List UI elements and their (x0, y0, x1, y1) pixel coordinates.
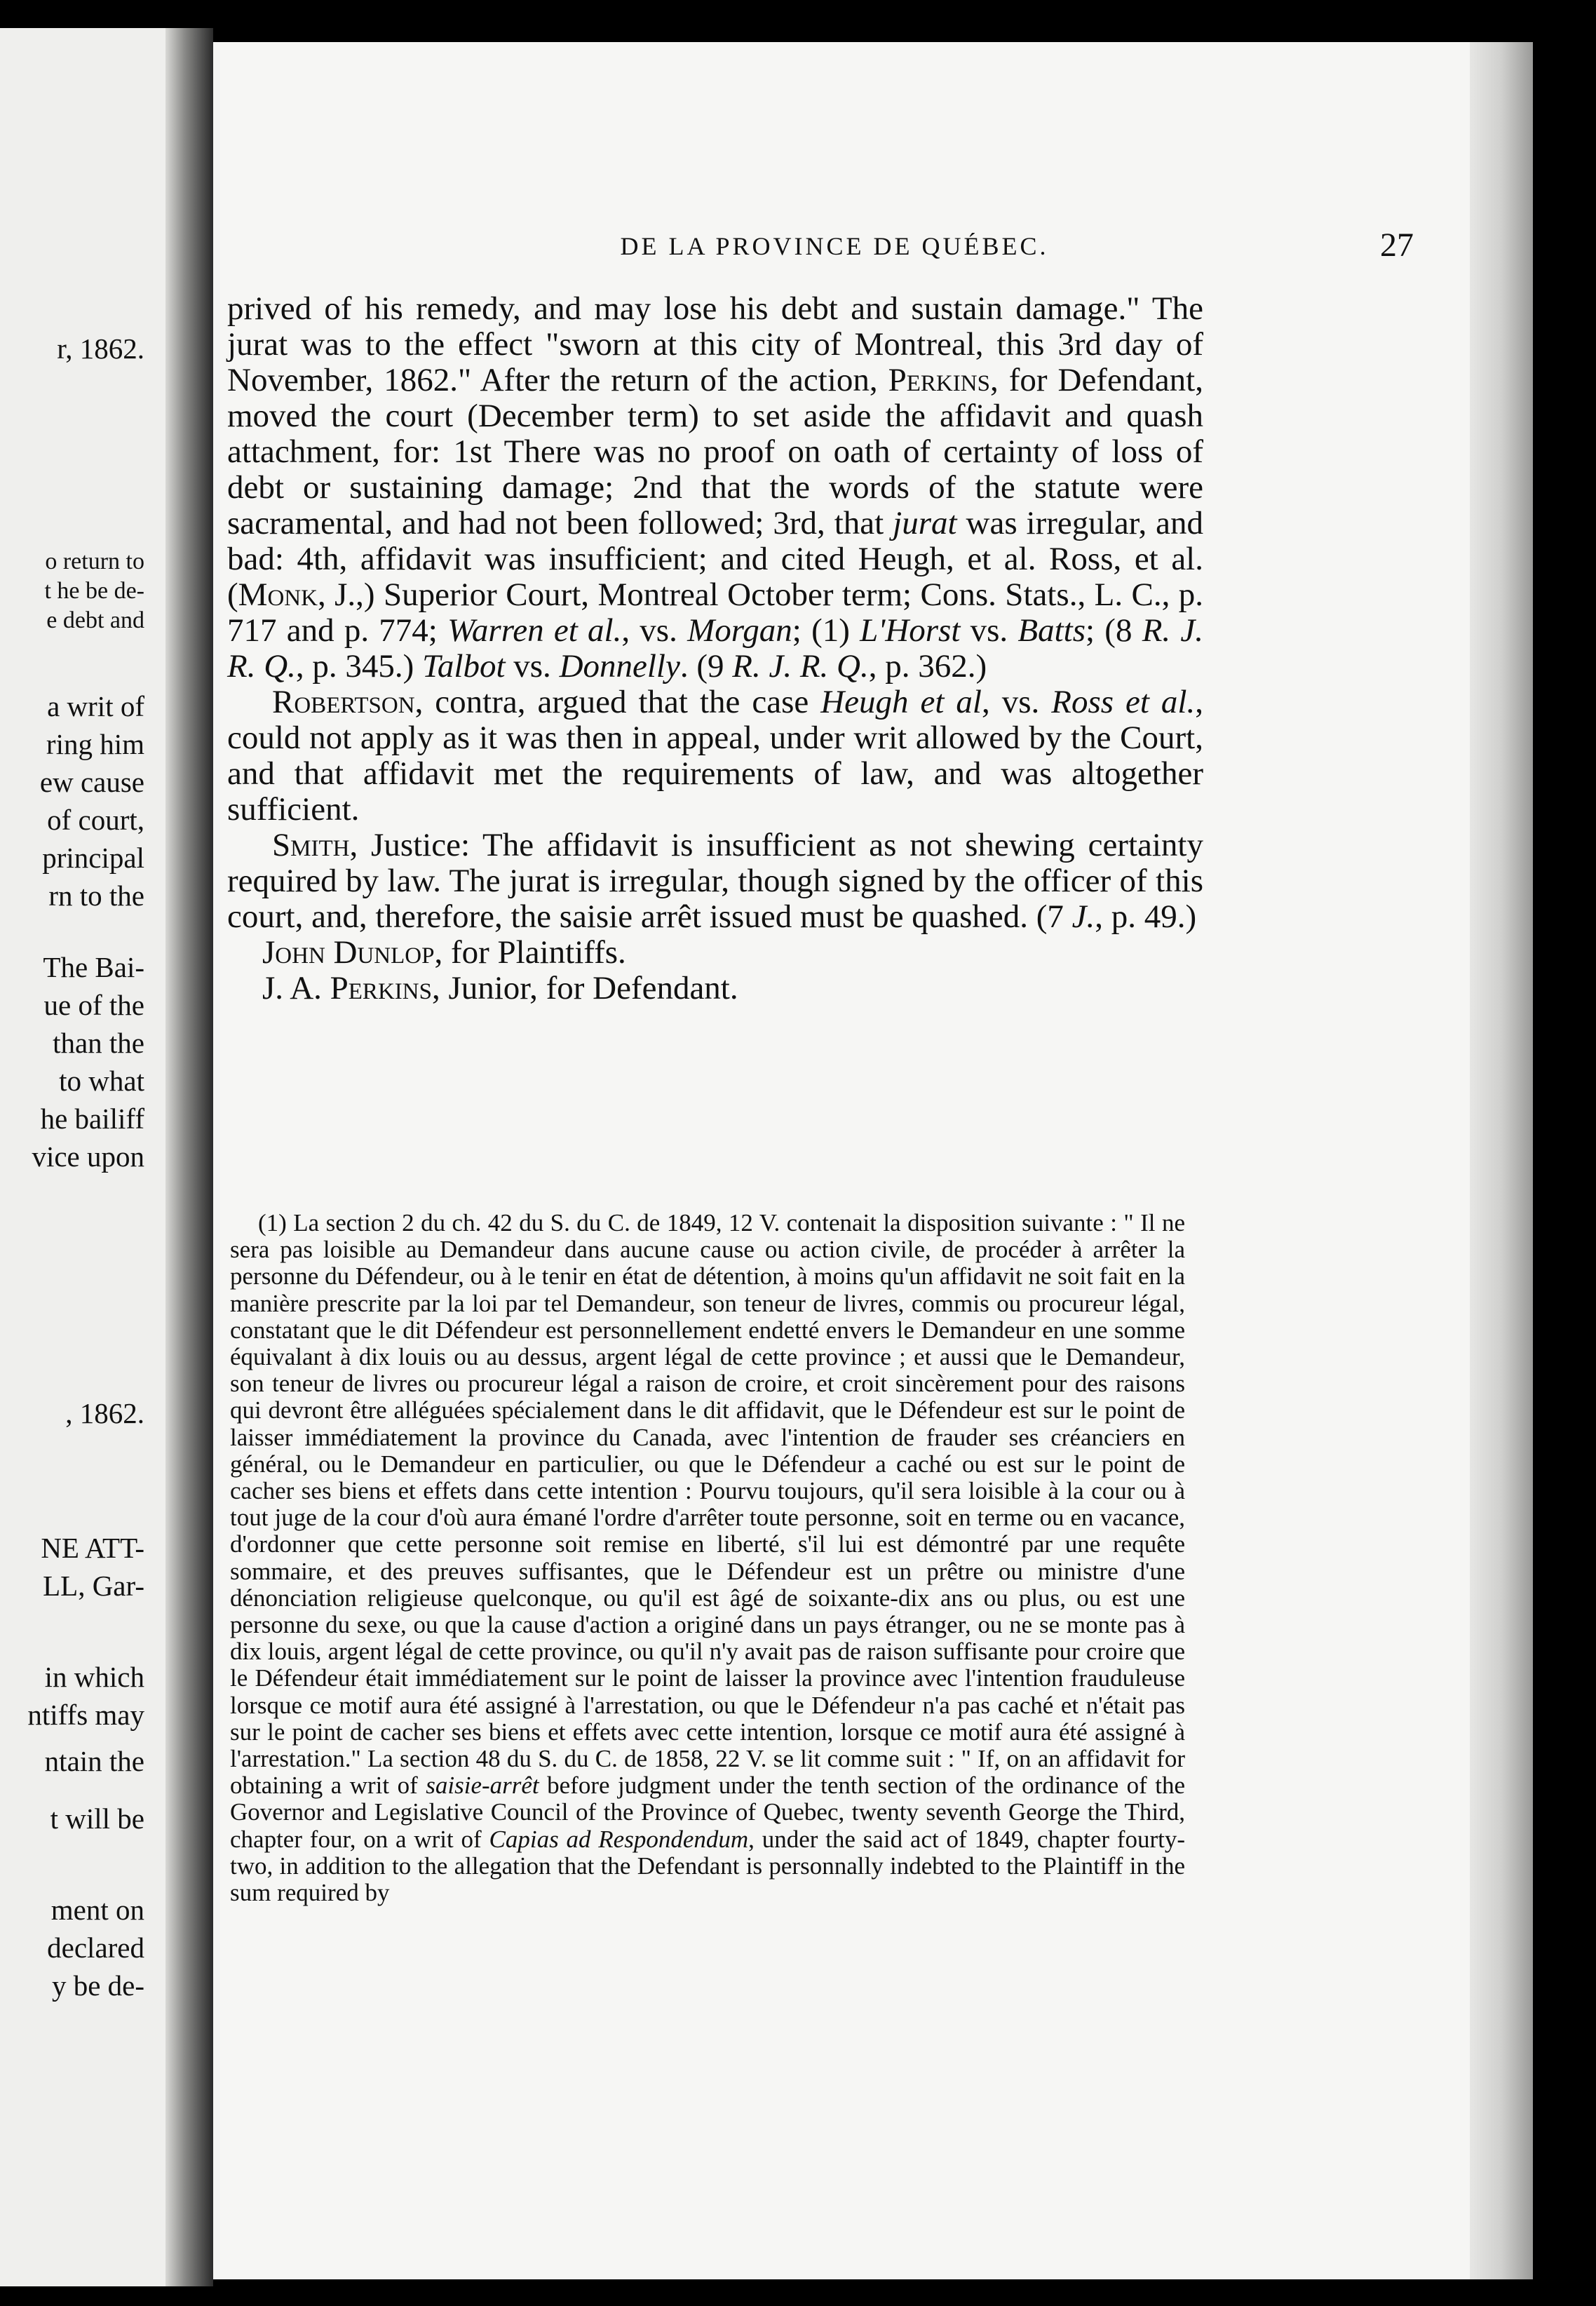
facing-page-text: ntain the (44, 1745, 144, 1777)
text-run: ; (1) (792, 612, 860, 649)
facing-page-fragment (0, 28, 165, 2286)
text-run: (1) La section 2 du ch. 42 du S. du C. de 1849, 12 V. contenait la disposition suivante : " Il ne sera pas loisible au Demandeur dans aucune cause ou action civile, de procéder à arrêter la personne du Défendeur, ou à le tenir en état de détention, à moins qu'un affidavit ne soit fait en la manière prescrite par la loi par tel Demandeur, son teneur de livres, commis ou procureur légal, constatant que le dit Défendeur est personnellement endetté envers le Demandeur en une somme équivalant à dix louis ou au dessus, argent légal de cette province ; et aussi que le Demandeur, son teneur de livres ou procureur légal a raison de croire, et croit sincèrement pour des raisons qui devront être alléguées spécialement dans le dit affidavit, que le Défendeur est sur le point de laisser immédiatement la province du Canada, avec l'intention de frauder ses créanciers en général, ou le Demandeur en particulier, ou que le Défendeur a caché ou est sur le point de cacher ses biens et effets dans cette intention : Pourvu toujours, qu'il sera loisible à la cour ou à tout juge de la cour d'où aura émané l'ordre d'arrêter toute personne, soit en terme ou en vacance, d'ordonner que cette personne soit remise en liberté, s'il lui est démontré par une requête sommaire, et des preuves suffisantes, que le Défendeur est un prêtre ou ministre d'une dénonciation religieuse quelconque, ou qu'il est âgé de soixante-dix ans ou plus, ou est une personne du sexe, ou que la cause d'action a originé dans un pays étranger, ou ne se monte pas à dix louis, argent légal de cette province, ou qu'il n'y avait pas de raison suffisante pour croire que le Défendeur était immédiatement sur le point de laisser la province avec l'intention frauduleuse lorsque ce motif aura été assigné à l'arrestation, ou que le Défendeur n'a pas caché et n'était pas sur le point de cacher ses biens et effets avec cette intention, lorsque ce motif aura été assigné à l'arrestation." La section 48 du S. du C. de 1858, 22 V. se lit comme suit : " If, on an affidavit for obtaining a writ of (230, 1209, 1186, 1800)
text-run: prived of his remedy, and may lose his debt and sustain damage." The jurat was to the effect "sworn at this city of Montreal, this 3rd day of November, 1862." After the return of the action, (227, 290, 1203, 398)
facing-page-text: LL, Gar- (43, 1570, 144, 1602)
facing-page-text: The Bai- (43, 951, 144, 983)
name-small-caps: Robertson (272, 684, 415, 720)
facing-page-text: in which (44, 1661, 144, 1693)
italic-run: Donnelly (559, 648, 680, 685)
italic-run: R. J. R. Q. (732, 648, 869, 685)
running-head: DE LA PROVINCE DE QUÉBEC. (620, 232, 1049, 260)
text-run: , p. 362.) (868, 648, 987, 685)
facing-page-text: e debt and (46, 607, 144, 633)
text-run: , vs. (981, 684, 1052, 720)
text-run: vs. (960, 612, 1018, 649)
name-small-caps: John Dunlop (262, 934, 435, 971)
text-run: , could not apply as it was then in appeal, under writ allowed by the Court, and that affidavit met the requirements of law, and was altogether sufficient. (227, 684, 1203, 828)
text-run: , p. 345.) (295, 648, 423, 685)
text-run: , under the said act of 1849, chapter fourty-two, in addition to the allegation that the Defendant is personnally indebted to the Plaintiff in the sum required by (230, 1825, 1185, 1907)
facing-page-text: declared (47, 1931, 144, 1964)
italic-run: R. J. R. Q. (227, 612, 1203, 685)
name-small-caps: Smith (272, 827, 350, 863)
facing-page-text: ring him (46, 728, 144, 760)
italic-run: saisie-arrêt (426, 1772, 539, 1800)
text-run: , for Plaintiffs. (434, 934, 626, 971)
body-text (227, 291, 1203, 1006)
facing-page-text: ew cause (39, 766, 144, 798)
page-number: 27 (1380, 227, 1414, 264)
paragraph-judgment (227, 828, 1203, 935)
book-gutter (165, 28, 213, 2286)
italic-run: Batts (1017, 612, 1086, 649)
text-run: was irregular, and bad: 4th, affidavit was insufficient; and cited Heugh, et al. Ross, et al. ( (227, 505, 1203, 613)
facing-page-text: principal (42, 842, 144, 874)
facing-page-text: he bailiff (40, 1103, 144, 1135)
facing-page-text: ntiffs may (27, 1699, 144, 1731)
text-run: , Junior, for Defendant. (431, 970, 738, 1006)
facing-page-text: NE ATT- (41, 1532, 144, 1564)
facing-page-text: , 1862. (65, 1397, 144, 1429)
facing-page-text: r, 1862. (57, 332, 144, 365)
footnote (230, 1210, 1185, 1906)
italic-run: jurat (893, 505, 957, 541)
text-run: vs. (505, 648, 560, 685)
italic-run: Capias ad Respondendum (489, 1825, 749, 1853)
name-small-caps: Perkins (888, 362, 990, 398)
text-run: , vs. (621, 612, 688, 649)
facing-page-text: rn to the (48, 879, 144, 912)
facing-page-text: o return to (45, 548, 144, 574)
facing-page-text: t he be de- (44, 578, 144, 604)
name-small-caps: J. A. Perkins (262, 970, 432, 1006)
paragraph-argument-defendant (227, 291, 1203, 685)
text-run: ; (8 (1086, 612, 1142, 649)
italic-run: J. (1071, 898, 1095, 935)
italic-run: Warren et al. (447, 612, 622, 649)
italic-run: Morgan (687, 612, 792, 649)
paragraph-argument-plaintiff (227, 685, 1203, 828)
facing-page-text: vice upon (32, 1140, 144, 1173)
italic-run: Ross et al. (1051, 684, 1196, 720)
facing-page-text: ue of the (43, 989, 144, 1021)
facing-page-text: to what (59, 1065, 144, 1097)
book-page (213, 42, 1470, 2279)
facing-page-text: y be de- (51, 1969, 144, 2002)
facing-page-text: ment on (50, 1894, 144, 1926)
text-run: , J.,) Superior Court, Montreal October term; Cons. Stats., L. C., p. 717 and p. 774; (227, 576, 1203, 649)
counsel-defendant (227, 971, 1203, 1006)
text-run: . (9 (679, 648, 733, 685)
italic-run: Heugh et al (820, 684, 982, 720)
text-run: , p. 49.) (1095, 898, 1197, 935)
facing-page-text: of court, (47, 804, 144, 836)
text-run: , Justice: The affidavit is insufficient as not shewing certainty required by law. The jurat is irregular, though signed by the officer of this court, and, therefore, the saisie arrêt issued must be quashed. (7 (227, 827, 1203, 935)
counsel-plaintiffs (227, 935, 1203, 971)
footnote-text (230, 1210, 1185, 1906)
name-small-caps: Monk (238, 576, 318, 613)
text-run: , contra, argued that the case (414, 684, 821, 720)
text-run: before judgment under the tenth section of the ordinance of the Governor and Legislative Council of the Province of Quebec, twenty seventh George the Third, chapter four, on a writ of (230, 1772, 1186, 1853)
facing-page-text: t will be (50, 1802, 144, 1835)
italic-run: Talbot (422, 648, 506, 685)
facing-page-text: a writ of (47, 690, 144, 722)
text-run: , for Defendant, moved the court (December term) to set aside the affidavit and quash attachment, for: 1st There was no proof on oath of certainty of loss of debt or sustaining damage; 2nd that the words of the statute were sacramental, and had not been followed; 3rd, that (227, 362, 1203, 541)
page-edge (1470, 42, 1533, 2279)
facing-page-text: than the (53, 1027, 144, 1059)
italic-run: L'Horst (860, 612, 961, 649)
